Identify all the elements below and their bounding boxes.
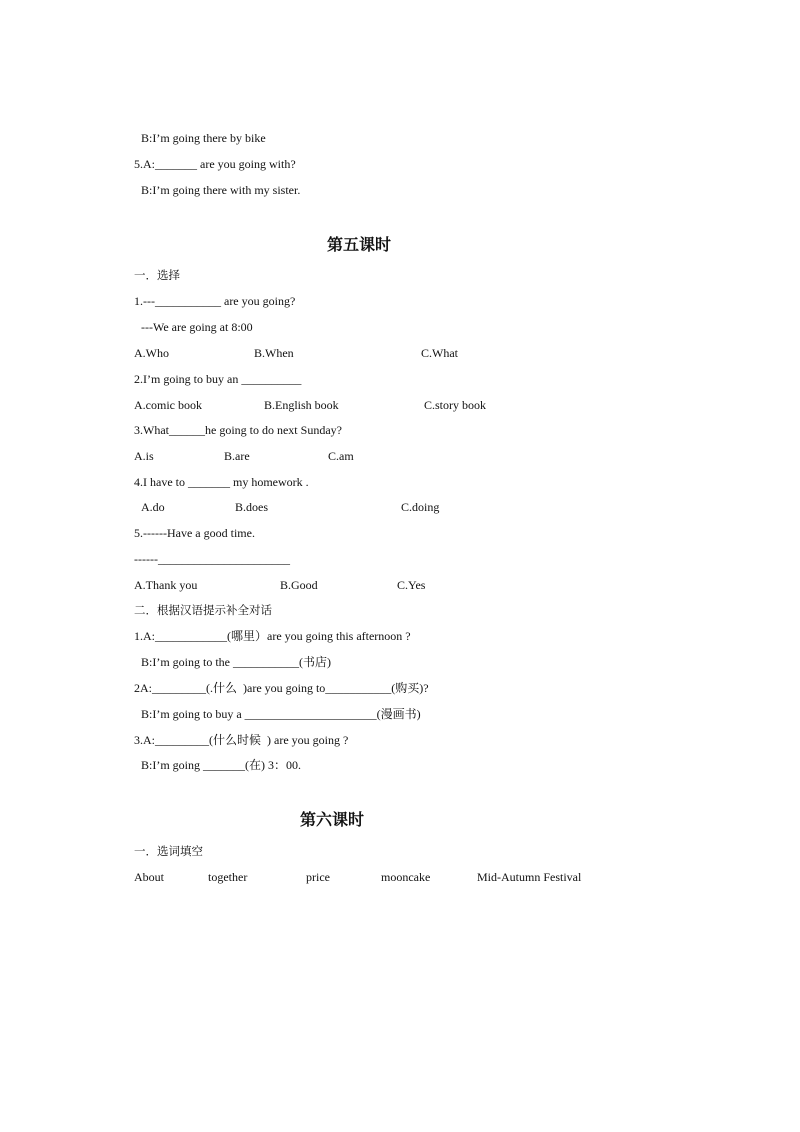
section-heading: 一．选择 (134, 268, 180, 282)
option: C.story book (424, 398, 487, 412)
word-choice: mooncake (381, 870, 431, 884)
word-choice: About (134, 870, 164, 884)
option: B.When (254, 346, 294, 360)
dialog-line: 3.A:_________(什么时候 ) are you going ? (134, 733, 349, 747)
question-line: 1.---___________ are you going? (134, 294, 296, 308)
option: C.doing (401, 500, 440, 514)
dialog-line: 1.A:____________(哪里）are you going this afternoon ? (134, 629, 411, 643)
option: C.What (421, 346, 458, 360)
question-line: 5.------Have a good time. (134, 526, 255, 540)
option: C.am (328, 449, 354, 463)
question-line: 5.A:_______ are you going with? (134, 157, 296, 171)
dialog-line: 2A:_________(.什么 )are you going to___________(购买)? (134, 681, 429, 695)
word-choice: price (306, 870, 330, 884)
answer-line: B:I’m going there with my sister. (141, 183, 301, 197)
option: B.English book (264, 398, 339, 412)
lesson-title: 第五课时 (327, 235, 392, 254)
answer-blank-line: ------______________________ (134, 552, 290, 566)
question-line: 2.I’m going to buy an __________ (134, 372, 302, 386)
option: A.comic book (134, 398, 202, 412)
section-heading: 一．选词填空 (134, 844, 203, 858)
question-line: 4.I have to _______ my homework . (134, 475, 309, 489)
dialog-line: B:I’m going _______(在) 3：00. (141, 758, 301, 772)
option: A.Thank you (134, 578, 198, 592)
word-choice: Mid-Autumn Festival (477, 870, 582, 884)
option: B.Good (280, 578, 318, 592)
option: B.are (224, 449, 250, 463)
answer-line: B:I’m going there by bike (141, 131, 266, 145)
option: B.does (235, 500, 268, 514)
word-choice: together (208, 870, 248, 884)
option: A.is (134, 449, 154, 463)
section-heading: 二．根据汉语提示补全对话 (134, 603, 272, 617)
lesson-title: 第六课时 (300, 810, 365, 829)
answer-line: ---We are going at 8:00 (141, 320, 253, 334)
question-line: 3.What______he going to do next Sunday? (134, 423, 342, 437)
option: A.do (141, 500, 165, 514)
dialog-line: B:I’m going to buy a ______________________(漫画书) (141, 707, 421, 721)
option: C.Yes (397, 578, 426, 592)
option: A.Who (134, 346, 169, 360)
dialog-line: B:I’m going to the ___________(书店) (141, 655, 331, 669)
